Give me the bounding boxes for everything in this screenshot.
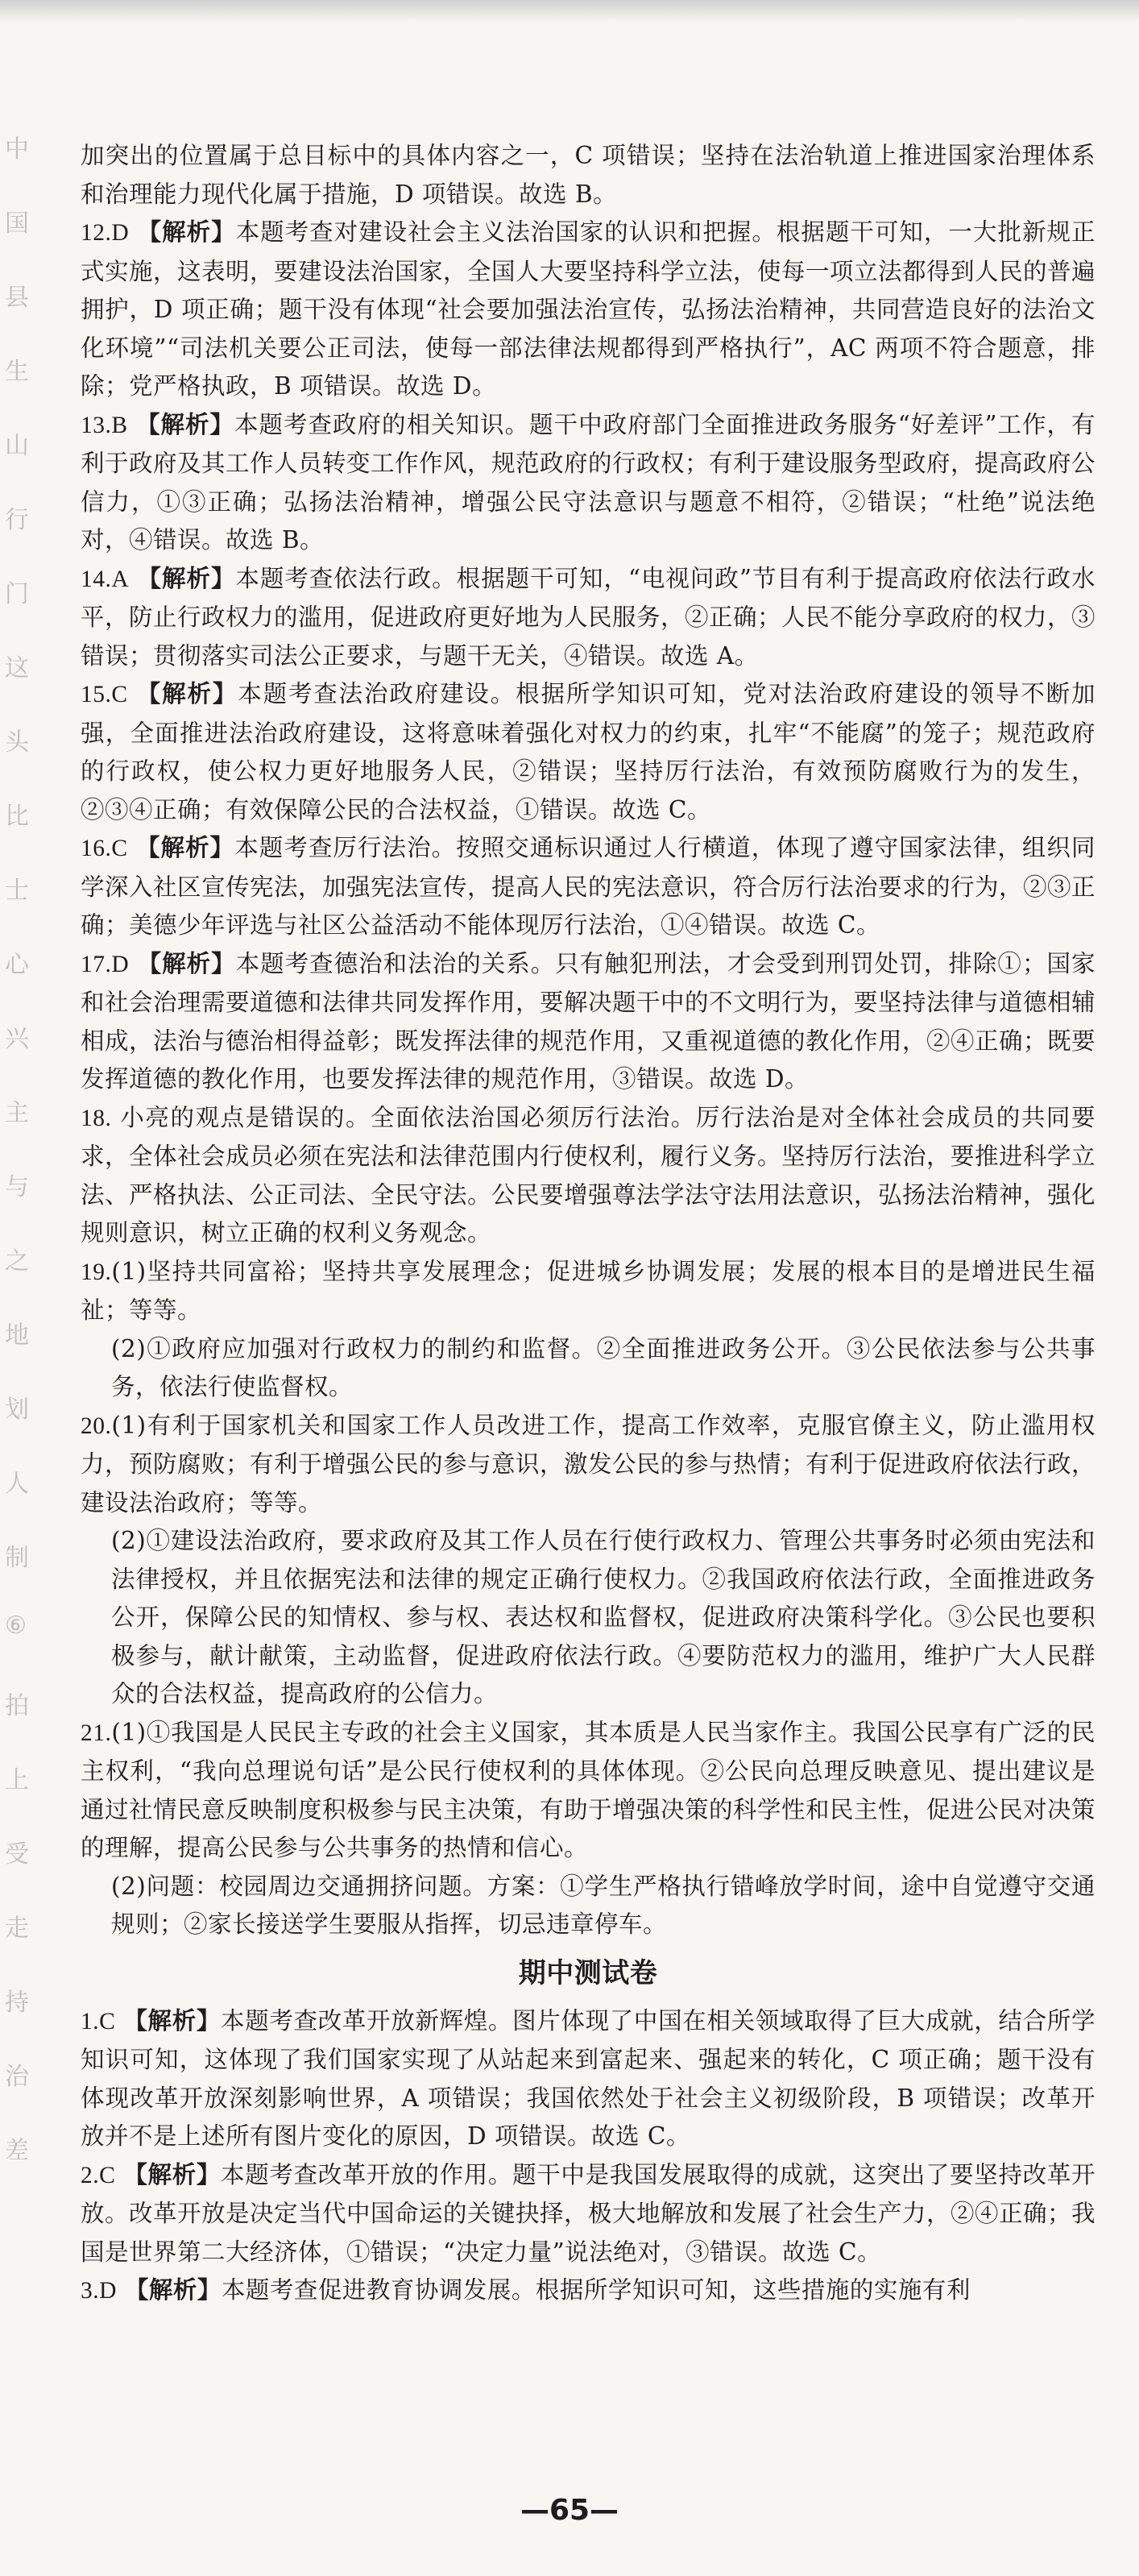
bleed-glyph: 士 <box>5 877 29 905</box>
bleed-glyph: 这 <box>5 654 29 682</box>
bleed-glyph: 行 <box>5 506 29 534</box>
answer-number: 3.D <box>81 2278 117 2304</box>
answer-19 <box>81 1253 1096 1407</box>
answer-number: 18. <box>81 1105 112 1131</box>
answer-19-part2: (2)①政府应加强对行政权力的制约和监督。②全面推进政务公开。③公民依法参与公共事务，依法行使监督权。 <box>111 1334 1096 1400</box>
bleed-glyph: 生 <box>5 358 29 386</box>
answer-number: 15.C <box>81 682 128 707</box>
answer-number: 21. <box>81 1719 112 1746</box>
answer-item <box>81 675 1096 829</box>
answer-number: 1.C <box>81 2008 116 2035</box>
answer-text: 小亮的观点是错误的。全面依法治国必须厉行法治。厉行法治是对全体社会成员的共同要求，全体社会成员必须在宪法和法律范围内行使权利，履行义务。坚持厉行法治，要推进科学立法、严格执法、公正司法、全民守法。公民要增强尊法学法守法用法意识，弘扬法治精神，强化规则意识，树立正确的权利义务观念。 <box>81 1103 1096 1247</box>
bleed-glyph: 国 <box>5 209 29 238</box>
section-title: 期中测试卷 <box>518 1956 658 1989</box>
analysis-tag: 【解析】 <box>135 410 234 438</box>
bleed-glyph: 之 <box>5 1247 29 1276</box>
bleed-glyph: 山 <box>5 432 29 460</box>
left-margin-bleed-through <box>0 129 35 2165</box>
answer-item <box>81 2156 1096 2272</box>
bleed-glyph: ⑥ <box>5 1612 27 1640</box>
answer-item <box>81 560 1096 676</box>
page-number: —65— <box>520 2494 619 2527</box>
answer-text: 本题考查依法行政。根据题干可知，“电视问政”节目有利于提高政府依法行政水平，防止行政权力的滥用，促进政府更好地为人民服务，②正确；人民不能分享政府的权力，③错误；贯彻落实司法公正要求，与题干无关，④错误。故选 A。 <box>81 564 1096 670</box>
answer-item <box>81 2271 1096 2311</box>
bleed-glyph: 与 <box>5 1173 29 1201</box>
bleed-glyph: 人 <box>5 1470 29 1498</box>
answer-21-part2: (2)问题：校园周边交通拥挤问题。方案：①学生严格执行错峰放学时间，途中自觉遵守交通规则；②家长接送学生要服从指挥，切忌违章停车。 <box>111 1872 1096 1938</box>
bleed-glyph: 走 <box>5 1914 29 1943</box>
bleed-glyph: 持 <box>5 1989 29 2017</box>
answer-item <box>81 1099 1096 1253</box>
bleed-glyph: 受 <box>5 1840 29 1869</box>
answer-text: 本题考查德治和法治的关系。只有触犯刑法，才会受到刑罚处罚，排除①；国家和社会治理需要道德和法律共同发挥作用，要解决题干中的不文明行为，要坚持法律与道德相辅相成，法治与德治相得益彰；既发挥法律的规范作用，又重视道德的教化作用，②④正确；既要发挥道德的教化作用，也要发挥法律的规范作用，③错误。故选 D。 <box>81 949 1096 1093</box>
answer-text: 本题考查对建设社会主义法治国家的认识和把握。根据题干可知，一大批新规正式实施，这表明，要建设法治国家，全国人大要坚持科学立法，使每一项立法都得到人民的普遍拥护，D 项正确；题干没有体现“社会要加强法治宣传，弘扬法治精神，共同营造良好的法治文化环境”“司法机关要公正司法，使每一部法律法规都得到严格执行”，AC 两项不符合题意，排除；党严格执政，B 项错误。故选 D。 <box>81 218 1096 400</box>
answer-number: 12.D <box>81 220 130 246</box>
answers-part2 <box>81 2002 1096 2311</box>
answer-text: 本题考查厉行法治。按照交通标识通过人行横道，体现了遵守国家法律，组织同学深入社区宣传宪法，加强宪法宣传，提高人民的宪法意识，符合厉行法治要求的行为，②③正确；美德少年评选与社区公益活动不能体现厉行法治，①④错误。故选 C。 <box>81 834 1096 939</box>
answer-item <box>81 406 1096 560</box>
answers-part1 <box>81 214 1096 1253</box>
bleed-glyph: 上 <box>5 1766 29 1794</box>
bleed-glyph: 头 <box>5 728 29 757</box>
analysis-tag: 【解析】 <box>136 680 238 707</box>
answer-item <box>81 829 1096 945</box>
answer-20-part2: (2)①建设法治政府，要求政府及其工作人员在行使行政权力、管理公共事务时必须由宪法和法律授权，并且依据宪法和法律的规定正确行使权力。②我国政府依法行政，全面推进政务公开，保障公民的知情权、参与权、表达权和监督权，促进政府决策科学化。③公民也要积极参与，献计献策，主动监督，促进政府依法行政。④要防范权力的滥用，维护广大人民群众的合法权益，提高政府的公信力。 <box>111 1527 1096 1707</box>
page-top-shadow <box>0 0 1139 23</box>
analysis-tag: 【解析】 <box>124 2276 222 2304</box>
answer-text: 本题考查促进教育协调发展。根据所学知识可知，这些措施的实施有利 <box>221 2276 971 2304</box>
bleed-glyph: 治 <box>5 2063 29 2091</box>
answer-19-part1: (1)坚持共同富裕；坚持共享发展理念；促进城乡协调发展；发展的根本目的是增进民生福祉；等等。 <box>81 1257 1096 1324</box>
answer-20-part1: (1)有利于国家机关和国家工作人员改进工作，提高工作效率，克服官僚主义，防止滥用权力，预防腐败；有利于增强公民的参与意识，激发公民的参与热情；有利于促进政府依法行政，建设法治政府；等等。 <box>81 1411 1096 1516</box>
bleed-glyph: 比 <box>5 803 29 831</box>
answer-number: 13.B <box>81 412 128 438</box>
bleed-glyph: 门 <box>5 580 29 608</box>
bleed-glyph: 地 <box>5 1321 29 1350</box>
analysis-tag: 【解析】 <box>137 564 236 592</box>
answer-number: 19. <box>81 1259 112 1285</box>
answer-text: 本题考查改革开放的作用。题干中是我国发展取得的成就，这突出了要坚持改革开放。改革开放是决定当代中国命运的关键抉择，极大地解放和发展了社会生产力，②④正确；我国是世界第二大经济体，①错误；“决定力量”说法绝对，③错误。故选 C。 <box>81 2160 1096 2266</box>
answer-text: 本题考查政府的相关知识。题干中政府部门全面推进政务服务“好差评”工作，有利于政府及其工作人员转变工作作风，规范政府的行政权；有利于建设服务型政府，提高政府公信力，①③正确；弘扬法治精神，增强公民守法意识与题意不相符，②错误；“杜绝”说法绝对，④错误。故选 B。 <box>81 410 1096 554</box>
bleed-glyph: 划 <box>5 1396 29 1424</box>
answer-20 <box>81 1407 1096 1714</box>
answer-number: 20. <box>81 1412 112 1439</box>
analysis-tag: 【解析】 <box>123 2006 222 2035</box>
answer-number: 17.D <box>81 951 130 977</box>
answer-number: 2.C <box>81 2162 116 2188</box>
answer-key-page <box>81 137 1096 2311</box>
bleed-glyph: 中 <box>5 135 29 164</box>
bleed-glyph: 兴 <box>5 1025 29 1053</box>
bleed-glyph: 县 <box>5 284 29 312</box>
answer-number: 16.C <box>81 836 128 861</box>
intro-paragraph: 加突出的位置属于总目标中的具体内容之一，C 项错误；坚持在法治轨道上推进国家治理体系和治理能力现代化属于措施，D 项错误。故选 B。 <box>81 142 1096 208</box>
answer-21-part1: (1)①我国是人民民主专政的社会主义国家，其本质是人民当家作主。我国公民享有广泛的民主权利，“我向总理说句话”是公民行使权利的具体体现。②公民向总理反映意见、提出建议是通过社情民意反映制度积极参与民主决策，有助于增强决策的科学性和民主性，促进公民对决策的理解，提高公民参与公共事务的热情和信心。 <box>81 1718 1096 1861</box>
analysis-tag: 【解析】 <box>123 2160 222 2188</box>
bleed-glyph: 制 <box>5 1544 29 1572</box>
analysis-tag: 【解析】 <box>137 949 236 977</box>
answer-text: 本题考查法治政府建设。根据所学知识可知，党对法治政府建设的领导不断加强，全面推进法治政府建设，这将意味着强化对权力的约束，扎牢“不能腐”的笼子；规范政府的行政权，使公权力更好地服务人民，②错误；坚持厉行法治，有效预防腐败行为的发生，②③④正确；有效保障公民的合法权益，①错误。故选 C。 <box>81 680 1096 823</box>
answer-item <box>81 2002 1096 2156</box>
bleed-glyph: 心 <box>5 951 29 979</box>
bleed-glyph: 拍 <box>5 1692 29 1720</box>
answer-item <box>81 945 1096 1099</box>
analysis-tag: 【解析】 <box>137 218 236 246</box>
answer-item <box>81 214 1096 406</box>
answer-text: 本题考查改革开放新辉煌。图片体现了中国在相关领域取得了巨大成就，结合所学知识可知，这体现了我们国家实现了从站起来到富起来、强起来的转化，C 项正确；题干没有体现改革开放深刻影响世界，A 项错误；我国依然处于社会主义初级阶段，B 项错误；改革开放并不是上述所有图片变化的原因，D 项错误。故选 C。 <box>81 2006 1096 2150</box>
bleed-glyph: 主 <box>5 1099 29 1127</box>
analysis-tag: 【解析】 <box>136 834 235 861</box>
answer-21 <box>81 1714 1096 1944</box>
bleed-glyph: 差 <box>5 2137 29 2165</box>
answer-number: 14.A <box>81 566 130 592</box>
